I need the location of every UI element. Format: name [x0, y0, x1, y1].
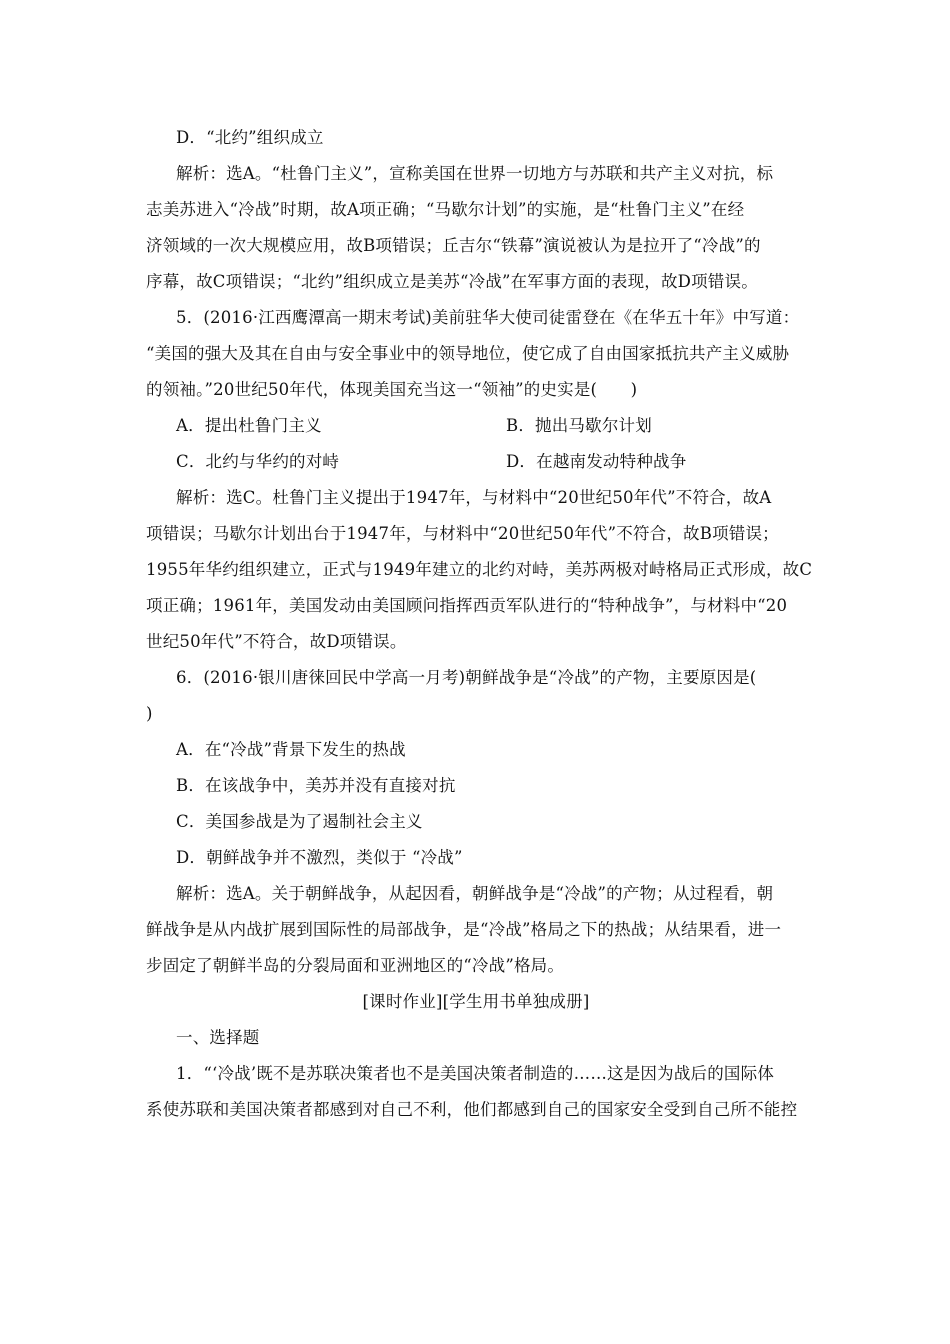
- q5-stem-line-2: “美国的强大及其在自由与安全事业中的领导地位，使它成了自由国家抵抗共产主义威胁: [146, 344, 790, 363]
- section-header: [课时作业][学生用书单独成册]: [362, 992, 590, 1011]
- q5-analysis-line-4: 项正确；1961年，美国发动由美国顾问指挥西贡军队进行的“特种战争”，与材料中“20: [146, 596, 788, 615]
- q4-option-d: D．“北约”组织成立: [176, 128, 324, 147]
- q5-option-a: A．提出杜鲁门主义: [176, 416, 322, 435]
- q5-options-row-1: [176, 416, 806, 436]
- q1-stem-line-2: 系使苏联和美国决策者都感到对自己不利，他们都感到自己的国家安全受到自己所不能控: [146, 1100, 798, 1119]
- q5-analysis-line-1: 解析：选C。杜鲁门主义提出于1947年，与材料中“20世纪50年代”不符合，故A: [176, 488, 772, 507]
- q5-option-b: B．抛出马歇尔计划: [506, 416, 652, 435]
- q5-stem-line-1: 5．(2016·江西鹰潭高一期末考试)美前驻华大使司徒雷登在《在华五十年》中写道：: [176, 308, 800, 327]
- q5-stem-line-3: 的领袖。”20世纪50年代，体现美国充当这一“领袖”的史实是( ): [146, 380, 638, 399]
- q4-analysis-line-1: 解析：选A。“杜鲁门主义”，宣称美国在世界一切地方与苏联和共产主义对抗，标: [176, 164, 774, 183]
- q6-option-b: B．在该战争中，美苏并没有直接对抗: [176, 776, 456, 795]
- q6-analysis-line-3: 步固定了朝鲜半岛的分裂局面和亚洲地区的“冷战”格局。: [146, 956, 565, 975]
- q5-analysis-line-5: 世纪50年代”不符合，故D项错误。: [146, 632, 407, 651]
- q5-analysis-line-3: 1955年华约组织建立，正式与1949年建立的北约对峙，美苏两极对峙格局正式形成，故C: [146, 560, 813, 579]
- q4-analysis-line-4: 序幕，故C项错误；“北约”组织成立是美苏“冷战”在军事方面的表现，故D项错误。: [146, 272, 758, 291]
- q5-option-c: C．北约与华约的对峙: [176, 452, 340, 471]
- q5-options-row-2: [176, 452, 806, 472]
- q6-option-d: D．朝鲜战争并不激烈，类似于 “冷战”: [176, 848, 463, 867]
- q6-stem-line-1: 6．(2016·银川唐徕回民中学高一月考)朝鲜战争是“冷战”的产物，主要原因是(: [176, 668, 757, 687]
- section-one-title: 一、选择题: [176, 1028, 260, 1047]
- q1-stem-line-1: 1．“‘冷战’既不是苏联决策者也不是美国决策者制造的……这是因为战后的国际体: [176, 1064, 775, 1083]
- q4-analysis-line-2: 志美苏进入“冷战”时期，故A项正确；“马歇尔计划”的实施，是“杜鲁门主义”在经: [146, 200, 745, 219]
- q4-analysis-line-3: 济领域的一次大规模应用，故B项错误；丘吉尔“铁幕”演说被认为是拉开了“冷战”的: [146, 236, 761, 255]
- q6-option-a: A．在“冷战”背景下发生的热战: [176, 740, 406, 759]
- q5-option-d: D．在越南发动特种战争: [506, 452, 687, 471]
- q6-analysis-line-1: 解析：选A。关于朝鲜战争，从起因看，朝鲜战争是“冷战”的产物；从过程看，朝: [176, 884, 774, 903]
- q6-stem-line-2: ): [146, 704, 153, 723]
- q5-analysis-line-2: 项错误；马歇尔计划出台于1947年，与材料中“20世纪50年代”不符合，故B项错误；: [146, 524, 779, 543]
- q6-analysis-line-2: 鲜战争是从内战扩展到国际性的局部战争，是“冷战”格局之下的热战；从结果看，进一: [146, 920, 782, 939]
- q6-option-c: C．美国参战是为了遏制社会主义: [176, 812, 423, 831]
